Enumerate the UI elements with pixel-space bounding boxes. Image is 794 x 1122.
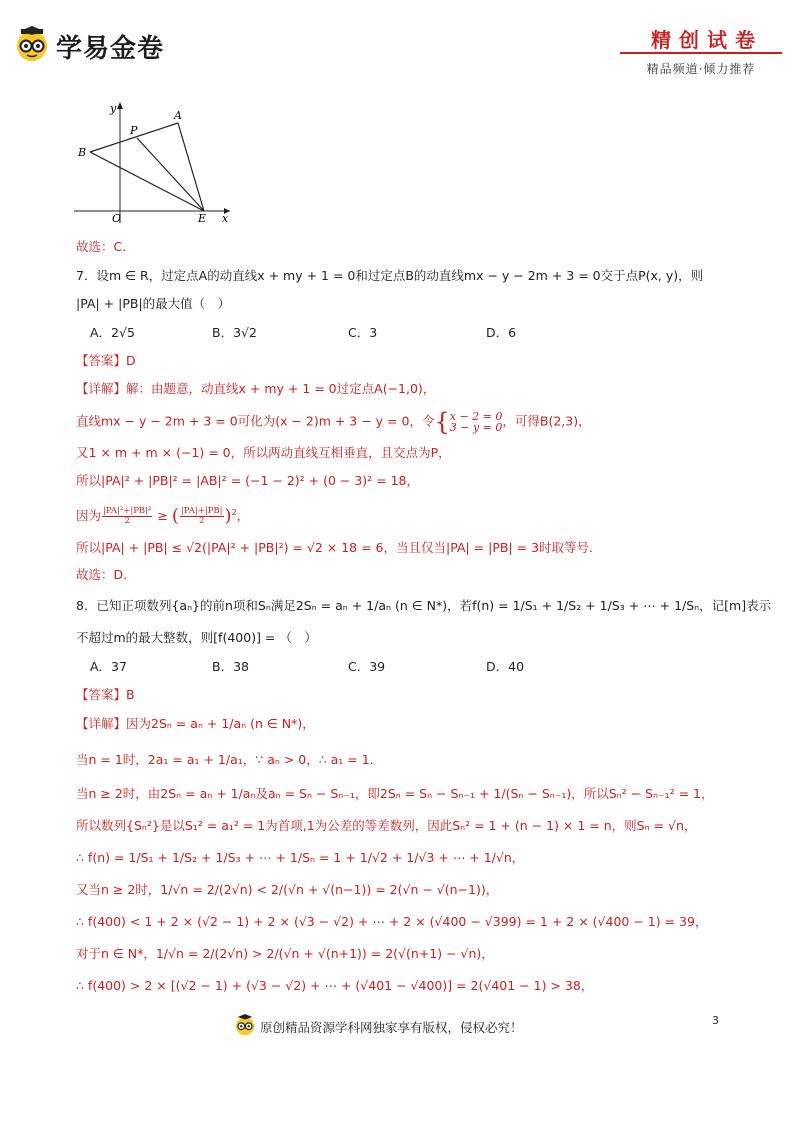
q8-detail-3: 当n ≥ 2时，由2Sₙ = aₙ + 1/aₙ及aₙ = Sₙ − Sₙ₋₁，即2Sₙ = Sₙ − Sₙ₋₁ + 1/(Sₙ − Sₙ₋₁)，所以Sₙ² − Sₙ₋₁² = 1， <box>76 786 714 801</box>
label-a: A <box>174 109 182 122</box>
q8-option-b: B．38 <box>212 659 249 674</box>
q8-detail-5: ∴ f(n) = 1/S₁ + 1/S₂ + 1/S₃ + ⋯ + 1/Sₙ = 1 + 1/√2 + 1/√3 + ⋯ + 1/√n， <box>76 850 525 865</box>
q7-detail-1: 【详解】解：由题意，动直线x + my + 1 = 0过定点A(−1,0)， <box>76 381 436 396</box>
footer-copyright: 原创精品资源学科网独家享有版权，侵权必究！ <box>260 1020 523 1035</box>
label-e: E <box>198 212 207 225</box>
q8-detail-4: 所以数列{Sₙ²}是以S₁² = a₁² = 1为首项,1为公差的等差数列，因此Sₙ² = 1 + (n − 1) × 1 = n，则Sₙ = √n， <box>76 818 697 833</box>
q8-stem-line1: 8．已知正项数列{aₙ}的前n项和Sₙ满足2Sₙ = aₙ + 1/aₙ (n ∈ N*)，若f(n) = 1/S₁ + 1/S₂ + 1/S₃ + ⋯ + 1/Sₙ，记[m]表示 <box>76 598 772 613</box>
header-divider <box>620 52 782 54</box>
q8-option-a: A．37 <box>90 659 127 674</box>
q7-detail-3: 又1 × m + m × (−1) = 0，所以两动直线互相垂直，且交点为P， <box>76 445 451 460</box>
q7-option-d: D．6 <box>486 325 517 340</box>
q7-stem-line2: |PA| + |PB|的最大值（ ） <box>76 296 231 311</box>
q8-detail-9: ∴ f(400) > 2 × [(√2 − 1) + (√3 − √2) + ⋯ + (√401 − √400)] = 2(√401 − 1) > 38， <box>76 978 594 993</box>
q7-option-c: C．3 <box>348 325 378 340</box>
header-title: 精创试卷 <box>651 28 763 52</box>
page-number: 3 <box>712 1014 719 1027</box>
q7-option-b: B．3√2 <box>212 325 257 340</box>
brand-name: 学易金卷 <box>56 34 165 64</box>
q8-stem-line2: 不超过m的最大整数，则[f(400)] = （ ） <box>76 630 317 645</box>
q8-detail-6: 又当n ≥ 2时，1/√n = 2/(2√n) < 2/(√n + √(n−1)) = 2(√n − √(n−1))， <box>76 882 499 897</box>
q8-detail-2: 当n = 1时，2a₁ = a₁ + 1/a₁，∵ aₙ > 0，∴ a₁ = 1. <box>76 752 374 767</box>
geometry-figure <box>70 98 240 228</box>
q8-option-c: C．39 <box>348 659 386 674</box>
q8-answer: 【答案】B <box>76 687 135 702</box>
q7-detail-6: 所以|PA| + |PB| ≤ √2(|PA|² + |PB|²) = √2 × 18 = 6，当且仅当|PA| = |PB| = 3时取等号. <box>76 540 594 555</box>
q8-option-d: D．40 <box>486 659 525 674</box>
owl-logo-icon <box>14 26 50 62</box>
q8-detail-1: 【详解】因为2Sₙ = aₙ + 1/aₙ (n ∈ N*)， <box>76 716 315 731</box>
q7-answer: 【答案】D <box>76 353 136 368</box>
q8-detail-8: 对于n ∈ N*，1/√n = 2/(2√n) > 2/(√n + √(n+1)) = 2(√(n+1) − √n)， <box>76 946 494 961</box>
header-subtitle: 精品频道·倾力推荐 <box>646 62 756 76</box>
q7-detail-5: 因为 $\frac{\text{|PA|²+|PB|²}}{2}$ ≥ ( $\frac{|PA|+|PB|}{2}$ )$^2$， <box>76 505 250 527</box>
q7-choose: 故选：D. <box>76 567 128 582</box>
q7-detail-2: 直线mx − y − 2m + 3 = 0可化为(x − 2)m + 3 − y = 0，令{ x − 2 = 0 3 − y = 0 ，可得B(2,3)， <box>76 408 591 436</box>
q6-choose: 故选：C. <box>76 239 127 254</box>
label-b: B <box>78 146 87 159</box>
label-o: O <box>112 212 122 225</box>
q7-stem-line1: 7．设m ∈ R，过定点A的动直线x + my + 1 = 0和过定点B的动直线mx − y − 2m + 3 = 0交于点P(x, y)，则 <box>76 268 704 283</box>
label-y: y <box>110 102 117 115</box>
owl-logo-icon <box>234 1014 256 1036</box>
q8-detail-7: ∴ f(400) < 1 + 2 × (√2 − 1) + 2 × (√3 − √2) + ⋯ + 2 × (√400 − √399) = 1 + 2 × (√400 − 1) = 39， <box>76 914 708 929</box>
q7-detail-4: 所以|PA|² + |PB|² = |AB|² = (−1 − 2)² + (0 − 3)² = 18， <box>76 473 419 488</box>
q7-option-a: A．2√5 <box>90 325 135 340</box>
label-p: P <box>130 124 138 137</box>
label-x: x <box>222 212 229 225</box>
